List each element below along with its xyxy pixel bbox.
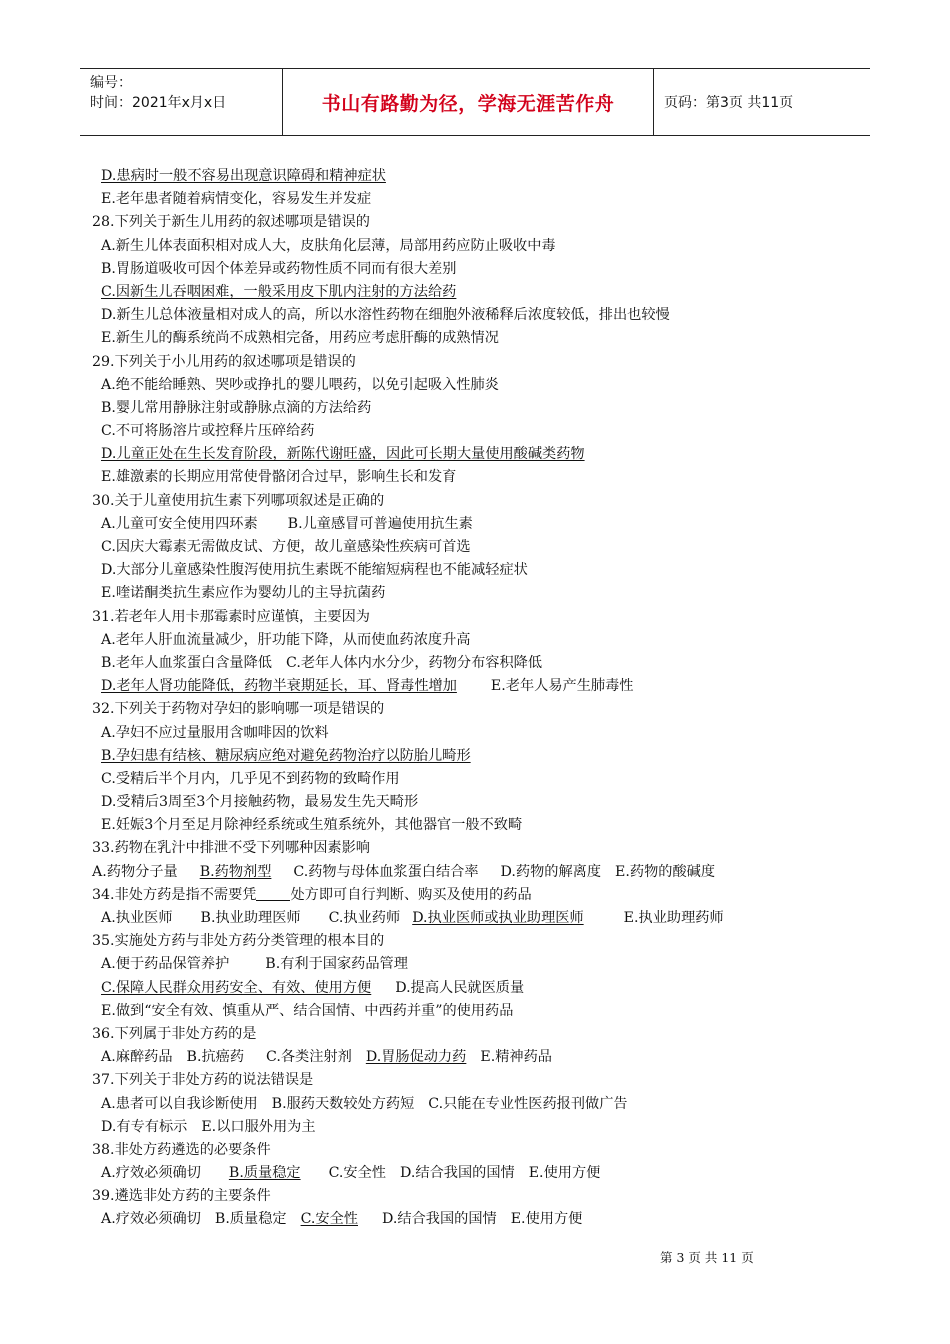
option: E.雄激素的长期应用常使骨骼闭合过早，影响生长和发育 xyxy=(101,469,457,486)
question-line xyxy=(0,1185,950,1208)
option-line xyxy=(0,791,950,814)
option: D.结合我国的国情 xyxy=(400,1165,515,1182)
option: B.儿童感冒可普遍使用抗生素 xyxy=(287,515,473,532)
question-line xyxy=(0,211,950,234)
option: B.胃肠道吸收可因个体差异或药物性质不同而有很大差别 xyxy=(101,260,457,277)
header-meta xyxy=(80,69,283,135)
option: E.妊娠3个月至足月除神经系统或生殖系统外，其他器官一般不致畸 xyxy=(101,817,523,834)
answer-option: D.儿童正处在生长发育阶段，新陈代谢旺盛，因此可长期大量使用酸碱类药物 xyxy=(101,446,585,463)
document-date: 时间：2021年x月x日 xyxy=(90,95,227,111)
option: E.执业助理药师 xyxy=(623,910,724,926)
option: D.受精后3周至3个月接触药物，最易发生先天畸形 xyxy=(101,794,419,811)
option: E.老年人易产生肺毒性 xyxy=(490,678,634,695)
option: A.麻醉药品 xyxy=(101,1049,173,1066)
option: B.抗癌药 xyxy=(186,1049,245,1066)
option: D.有专有标示 xyxy=(101,1118,188,1135)
option: D.提高人民就医质量 xyxy=(395,979,525,996)
question-line xyxy=(0,884,950,907)
question-stem: 36.下列属于非处方药的是 xyxy=(92,1025,257,1042)
question-line xyxy=(0,490,950,513)
option: E.做到“安全有效、慎重从严、结合国情、中西药并重”的使用药品 xyxy=(101,1002,514,1019)
option-line xyxy=(0,281,950,304)
option-line xyxy=(0,768,950,791)
option: B.质量稳定 xyxy=(214,1211,287,1228)
option-line xyxy=(0,1046,950,1069)
question-line xyxy=(0,1023,950,1046)
question-stem: 30.关于儿童使用抗生素下列哪项叙述是正确的 xyxy=(92,492,385,509)
option: C.安全性 xyxy=(328,1165,386,1182)
option: A.便于药品保管养护 xyxy=(101,956,230,973)
question-line xyxy=(0,1069,950,1092)
answer-option: C.因新生儿吞咽困难，一般采用皮下肌内注射的方法给药 xyxy=(101,283,457,300)
option-line xyxy=(0,397,950,420)
option: C.不可将肠溶片或控释片压碎给药 xyxy=(101,423,315,440)
option: E.喹诺酮类抗生素应作为婴幼儿的主导抗菌药 xyxy=(101,585,386,602)
document-number: 编号： xyxy=(90,75,132,91)
option: A.绝不能给睡熟、哭吵或挣扎的婴儿喂药，以免引起吸入性肺炎 xyxy=(101,376,499,393)
option-line xyxy=(0,327,950,350)
answer-option: B.药物剂型 xyxy=(199,863,272,880)
option-line xyxy=(0,977,950,1000)
option: C.各类注射剂 xyxy=(266,1049,352,1066)
option: E.药物的酸碱度 xyxy=(615,863,716,880)
option-line xyxy=(0,722,950,745)
question-stem: 31.若老年人用卡那霉素时应谨慎，主要因为 xyxy=(92,608,370,625)
option: E.新生儿的酶系统尚不成熟相完备，用药应考虑肝酶的成熟情况 xyxy=(101,330,499,347)
option-line xyxy=(0,536,950,559)
question-stem: 28.下列关于新生儿用药的叙述哪项是错误的 xyxy=(92,214,370,231)
option: C.老年人体内水分少，药物分布容积降低 xyxy=(286,654,543,671)
header-motto: 书山有路勤为径，学海无涯苦作舟 xyxy=(283,69,654,135)
option: C.因庆大霉素无需做皮试、方便，故儿童感染性疾病可首选 xyxy=(101,539,471,555)
option-line xyxy=(0,1093,950,1116)
option: A.疗效必须确切 xyxy=(101,1165,201,1182)
option: D.结合我国的国情 xyxy=(382,1211,497,1228)
option: C.药物与母体血浆蛋白结合率 xyxy=(293,863,479,880)
option-line xyxy=(0,513,950,536)
option: C.只能在专业性医药报刊做广告 xyxy=(428,1095,628,1112)
option-line xyxy=(0,374,950,397)
option-line xyxy=(0,582,950,605)
option: A.患者可以自我诊断使用 xyxy=(101,1095,258,1112)
option: D.大部分儿童感染性腹泻使用抗生素既不能缩短病程也不能减轻症状 xyxy=(101,562,528,579)
answer-option: D.老年人肾功能降低，药物半衰期延长，耳、肾毒性增加 xyxy=(101,678,457,695)
option: A.执业医师 xyxy=(101,910,173,926)
option: D.药物的解离度 xyxy=(500,863,602,880)
question-line xyxy=(0,1139,950,1162)
answer-option: B.孕妇患有结核、糖尿病应绝对避免药物治疗以防胎儿畸形 xyxy=(101,747,471,764)
option-line xyxy=(0,745,950,768)
option-line xyxy=(0,235,950,258)
answer-option: D.执业医师或执业助理医师 xyxy=(412,910,584,926)
option: E.以口服外用为主 xyxy=(201,1118,316,1135)
option-line xyxy=(0,258,950,281)
question-stem: 38.非处方药遴选的必要条件 xyxy=(92,1141,271,1158)
option-line xyxy=(0,861,950,884)
option-line xyxy=(0,907,950,930)
option-line xyxy=(0,629,950,652)
option: A.新生儿体表面积相对成人大，皮肤角化层薄，局部用药应防止吸收中毒 xyxy=(101,237,556,254)
answer-option: C.保障人民群众用药安全、有效、使用方便 xyxy=(101,979,372,996)
option: B.老年人血浆蛋白含量降低 xyxy=(101,654,272,671)
question-stem: 39.遴选非处方药的主要条件 xyxy=(92,1188,271,1205)
question-stem: 处方即可自行判断、购买及使用的药品 xyxy=(290,886,532,903)
option-line xyxy=(0,304,950,327)
option: C.执业药师 xyxy=(328,910,401,926)
question-stem: 33.药物在乳汁中排泄不受下列哪种因素影响 xyxy=(92,840,370,857)
option: A.儿童可安全使用四环素 xyxy=(101,515,258,532)
fill-in-blank xyxy=(256,886,290,901)
option: D.新生儿总体液量相对成人的高，所以水溶性药物在细胞外液稀释后浓度较低，排出也较慢 xyxy=(101,307,670,324)
option-line xyxy=(0,953,950,976)
question-stem: 37.下列关于非处方药的说法错误是 xyxy=(92,1072,314,1089)
question-line xyxy=(0,837,950,860)
option: B.服药天数较处方药短 xyxy=(271,1095,415,1112)
question-stem: 32.下列关于药物对孕妇的影响哪一项是错误的 xyxy=(92,701,385,718)
option: B.执业助理医师 xyxy=(200,910,301,926)
option: B.婴儿常用静脉注射或静脉点滴的方法给药 xyxy=(101,399,372,416)
question-stem: 34.非处方药是指不需要凭 xyxy=(92,886,257,903)
option-line xyxy=(0,1116,950,1139)
option-line xyxy=(0,420,950,443)
question-line xyxy=(0,351,950,374)
answer-option: D.胃肠促动力药 xyxy=(365,1049,467,1066)
option-line xyxy=(0,188,950,211)
option-line xyxy=(0,1000,950,1023)
option-line xyxy=(0,1162,950,1185)
option: E.精神药品 xyxy=(480,1049,552,1066)
option-line xyxy=(0,443,950,466)
page-footer: 第 3 页 共 11 页 xyxy=(660,1250,754,1265)
option-line xyxy=(0,814,950,837)
option: A.疗效必须确切 xyxy=(101,1211,201,1228)
option: E.使用方便 xyxy=(528,1165,601,1182)
option: A.孕妇不应过量服用含咖啡因的饮料 xyxy=(101,724,329,741)
option-line xyxy=(0,652,950,675)
option-line xyxy=(0,675,950,698)
question-line xyxy=(0,930,950,953)
question-stem: 29.下列关于小儿用药的叙述哪项是错误的 xyxy=(92,353,356,370)
option: E.使用方便 xyxy=(510,1211,583,1228)
option-line xyxy=(0,165,950,188)
option-line xyxy=(0,466,950,489)
answer-option: C.安全性 xyxy=(300,1211,358,1228)
option-line xyxy=(0,559,950,582)
option-line xyxy=(0,1208,950,1231)
answer-option: D.患病时一般不容易出现意识障碍和精神症状 xyxy=(101,168,386,184)
answer-option: B.质量稳定 xyxy=(228,1165,301,1182)
option: A.药物分子量 xyxy=(92,863,178,880)
option: B.有利于国家药品管理 xyxy=(265,956,408,973)
document-body xyxy=(0,165,950,1232)
question-line xyxy=(0,698,950,721)
option: C.受精后半个月内，几乎见不到药物的致畸作用 xyxy=(101,770,400,787)
option: E.老年患者随着病情变化，容易发生并发症 xyxy=(101,191,372,208)
question-stem: 35.实施处方药与非处方药分类管理的根本目的 xyxy=(92,933,385,950)
page-header xyxy=(80,68,870,136)
header-page-number: 页码：第3页 共11页 xyxy=(664,95,794,111)
question-line xyxy=(0,606,950,629)
option: A.老年人肝血流量减少，肝功能下降，从而使血药浓度升高 xyxy=(101,631,471,648)
